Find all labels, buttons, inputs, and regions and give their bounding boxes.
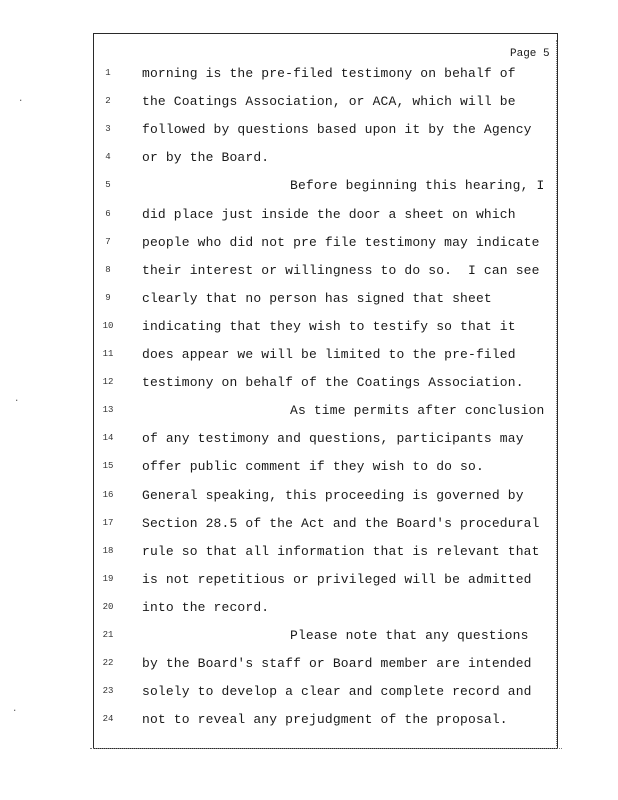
line-text: morning is the pre-filed testimony on behalf of	[142, 66, 516, 81]
line-text: General speaking, this proceeding is governed by	[142, 487, 524, 503]
line-text: or by the Board.	[142, 150, 270, 166]
line-text: into the record.	[142, 599, 270, 615]
line-number: 10	[102, 320, 114, 331]
line-text: their interest or willingness to do so. I can see	[142, 262, 540, 278]
line-number: 19	[102, 573, 114, 584]
transcript-line	[0, 516, 618, 536]
line-number: 4	[105, 152, 111, 163]
transcript-line	[0, 600, 618, 620]
line-number: 8	[105, 264, 111, 275]
transcript-line	[0, 347, 618, 367]
transcript-line	[0, 403, 618, 423]
line-number: 20	[102, 601, 114, 612]
transcript-line	[0, 319, 618, 339]
transcript-line	[0, 122, 618, 142]
transcript-line	[0, 66, 618, 86]
transcript-line	[0, 572, 618, 592]
line-number: 12	[102, 377, 114, 388]
line-number: 24	[102, 714, 114, 725]
line-number: 2	[105, 96, 111, 107]
scan-edge-bottom	[90, 748, 562, 751]
line-text: of any testimony and questions, participants may	[142, 431, 524, 447]
line-number: 11	[102, 349, 114, 359]
transcript-line	[0, 150, 618, 170]
line-number: 16	[102, 489, 114, 500]
transcript-line	[0, 656, 618, 676]
line-number: 13	[102, 405, 114, 416]
line-text: rule so that all information that is relevant that	[142, 543, 540, 559]
line-text: Before beginning this hearing, I	[290, 178, 545, 194]
transcript-line	[0, 94, 618, 114]
line-text: As time permits after conclusion	[290, 403, 545, 419]
transcript-line	[0, 628, 618, 648]
line-number: 6	[105, 208, 111, 219]
line-text: people who did not pre file testimony may indicate	[142, 234, 540, 250]
line-number: 14	[102, 433, 114, 444]
line-number: 23	[102, 686, 114, 697]
transcript-line	[0, 207, 618, 227]
line-number: 5	[105, 180, 111, 191]
line-text: clearly that no person has signed that sheet	[142, 290, 492, 306]
line-text: is not repetitious or privileged will be admitted	[142, 571, 532, 587]
page-number: Page 5	[510, 48, 550, 60]
line-number: 15	[102, 461, 114, 472]
scan-speck: ·	[18, 96, 24, 106]
line-number: 22	[102, 658, 114, 669]
transcript-line	[0, 488, 618, 508]
line-number: 21	[102, 630, 114, 640]
line-text: followed by questions based upon it by the Agency	[142, 122, 532, 138]
transcript-line	[0, 375, 618, 395]
transcript-line	[0, 263, 618, 283]
transcript-line	[0, 459, 618, 479]
transcript-line	[0, 235, 618, 255]
line-number: 18	[102, 545, 114, 556]
scan-speck: ·	[12, 706, 18, 716]
line-number: 9	[105, 292, 111, 303]
line-text: Please note that any questions	[290, 628, 529, 643]
line-number: 1	[105, 68, 111, 78]
transcript-line	[0, 291, 618, 311]
transcript-line	[0, 712, 618, 732]
transcript-line	[0, 431, 618, 451]
line-text: not to reveal any prejudgment of the proposal.	[142, 712, 508, 728]
transcript-line	[0, 544, 618, 564]
line-text: did place just inside the door a sheet on which	[142, 206, 516, 222]
line-text: solely to develop a clear and complete record and	[142, 684, 532, 700]
line-number: 3	[105, 124, 111, 135]
scan-speck: ·	[14, 396, 20, 406]
line-text: indicating that they wish to testify so that it	[142, 318, 516, 334]
line-text: offer public comment if they wish to do so.	[142, 459, 484, 475]
line-text: the Coatings Association, or ACA, which will be	[142, 94, 516, 110]
transcript-line	[0, 684, 618, 704]
line-number: 17	[102, 517, 114, 528]
transcript-line	[0, 178, 618, 198]
line-text: by the Board's staff or Board member are intended	[142, 656, 532, 672]
line-text: testimony on behalf of the Coatings Association.	[142, 375, 524, 391]
line-text: does appear we will be limited to the pre-filed	[142, 347, 516, 362]
line-text: Section 28.5 of the Act and the Board's procedural	[142, 515, 540, 531]
line-number: 7	[105, 236, 111, 247]
